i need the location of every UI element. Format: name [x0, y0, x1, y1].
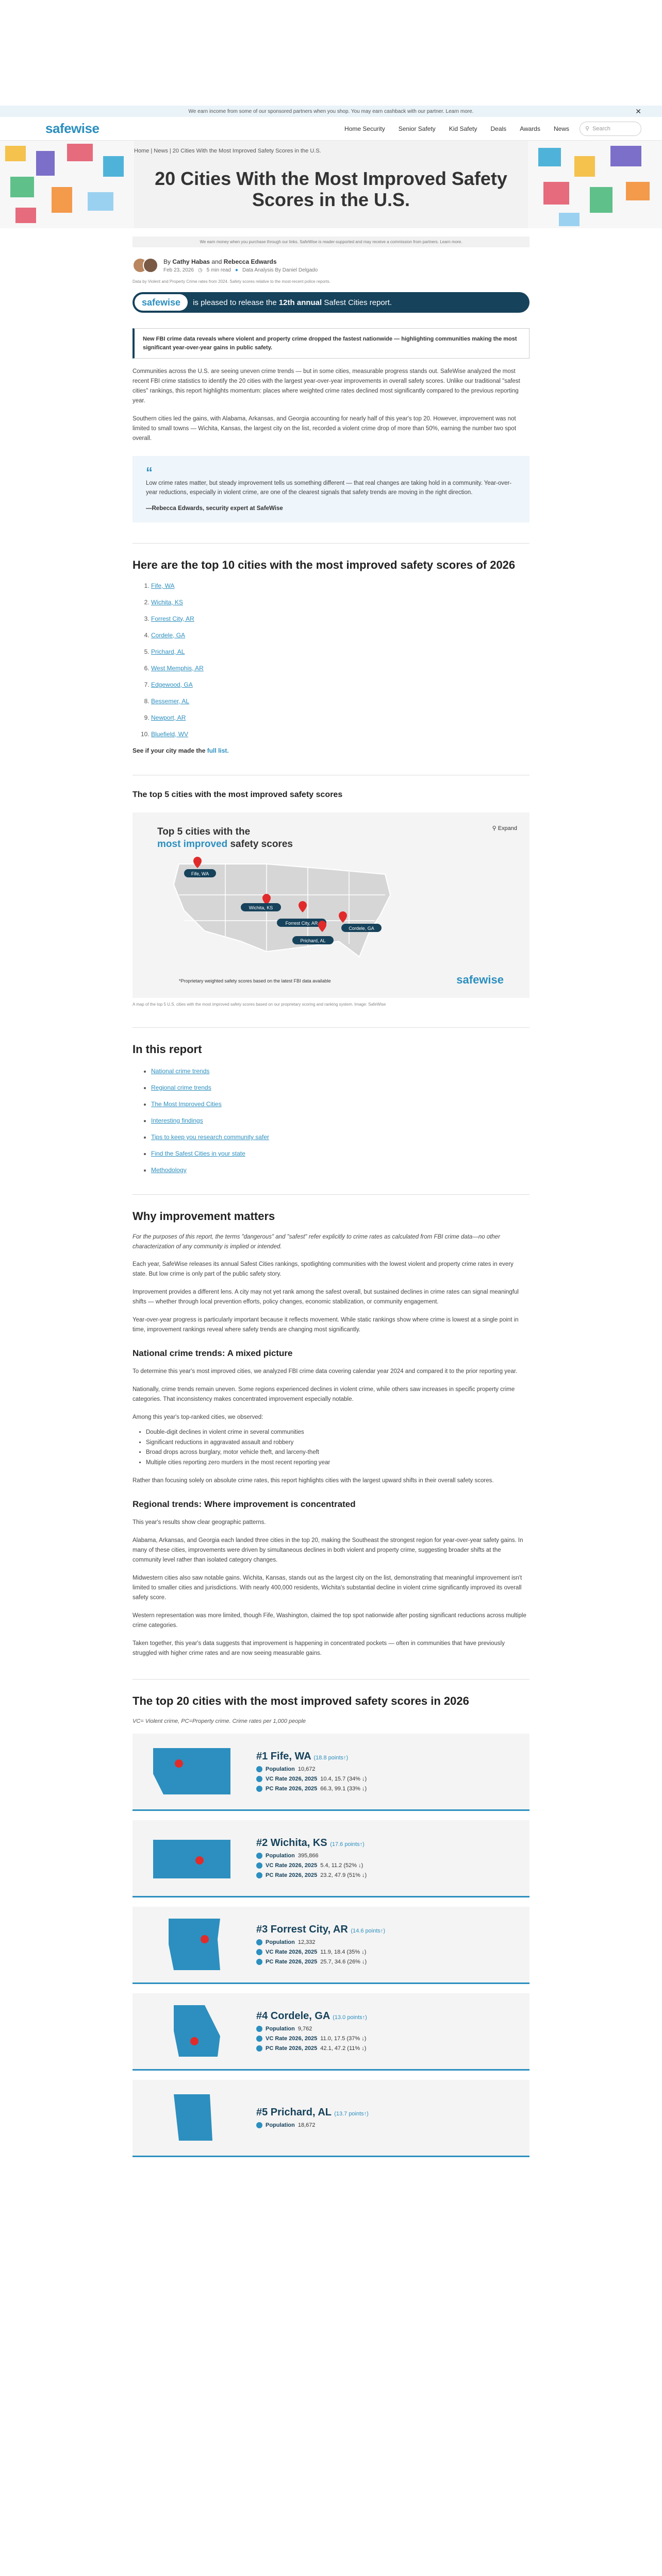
author-link-2[interactable]: Rebecca Edwards — [223, 258, 277, 265]
nav-link-kid-safety[interactable]: Kid Safety — [449, 125, 477, 132]
list-item — [151, 1117, 529, 1124]
state-shape-icon — [143, 1740, 241, 1802]
map-pin-label: Wichita, KS — [249, 905, 273, 911]
city-link[interactable]: Cordele, GA — [151, 631, 186, 639]
city-card — [133, 2080, 529, 2157]
violent-crime-icon — [256, 2036, 262, 2042]
map-caption: A map of the top 5 U.S. cities with the most improved safety scores based on our proprietary scoring and ranking system. Image: SafeWise — [133, 1002, 386, 1007]
map-heading: The top 5 cities with the most improved safety scores — [133, 790, 343, 799]
list-item — [151, 599, 529, 606]
population-label: Population — [266, 1853, 295, 1859]
list-item: • Multiple cities reporting zero murders in the most recent reporting year — [146, 1458, 529, 1468]
vc-value: 10.4, 15.7 (34% ↓) — [320, 1776, 367, 1783]
publish-date: Feb 23, 2026 — [163, 267, 194, 273]
national-paragraph: To determine this year's most improved cities, we analyzed FBI crime data covering calendar year 2024 and compared it to the prior reporting year. — [133, 1368, 518, 1375]
search-icon: ⚲ — [585, 126, 590, 132]
list-item — [151, 632, 529, 639]
national-heading: National crime trends: A mixed picture — [133, 1348, 293, 1359]
population-value: 18,672 — [297, 2122, 316, 2129]
map-footnote: *Proprietary weighted safety scores based on the latest FBI data available — [179, 978, 331, 984]
definitions-note: For the purposes of this report, the terms "dangerous" and "safest" refer explicitly to crime rates as calculated from FBI crime data—no other characterization of any community is implied or intended. — [133, 1233, 501, 1250]
list-item: • Significant reductions in aggravated assault and robbery — [146, 1438, 529, 1448]
city-rank-title — [256, 1924, 385, 1936]
hero-illustration-right — [528, 141, 662, 228]
hero-illustration-left — [0, 141, 134, 228]
banner-logo: safewise — [135, 294, 188, 311]
toc-link[interactable]: Methodology — [151, 1166, 187, 1174]
violent-crime-icon — [256, 1862, 262, 1869]
quote-text: Low crime rates matter, but steady improvement tells us something different — that real changes are taking hold in a community. Year-over-year reductions, especially in violent crime, are one of the clearest signals that safety trends are moving in the right direction. — [146, 480, 512, 496]
city-rank-title — [256, 2107, 369, 2119]
vc-value: 11.0, 17.5 (37% ↓) — [320, 2036, 367, 2042]
population-label: Population — [266, 1766, 295, 1773]
list-item — [151, 1100, 529, 1108]
article-meta — [163, 267, 318, 273]
search-icon: ⚲ — [492, 825, 496, 832]
map-title — [157, 826, 293, 851]
data-note: Data by Violent and Property Crime rates from 2024. Safety scores relative to the most-recent police reports. — [133, 279, 331, 284]
state-shape-icon — [143, 2087, 241, 2148]
map-title-line2: safety scores — [230, 839, 293, 850]
city-rank: #1 Fife, WA — [256, 1751, 311, 1762]
map-pin-label: Fife, WA — [191, 871, 209, 877]
report-toc — [133, 1067, 529, 1174]
population-row — [256, 2122, 369, 2128]
national-paragraph: Rather than focusing solely on absolute crime rates, this report highlights cities with the largest upward shifts in their overall safety scores. — [133, 1478, 494, 1484]
regional-paragraph: Western representation was more limited, though Fife, Washington, claimed the top spot nationwide after posting significant reductions across multiple crime categories. — [133, 1613, 526, 1629]
map-pin-label: Prichard, AL — [300, 938, 326, 944]
people-icon — [256, 1939, 262, 1945]
population-row — [256, 2026, 367, 2032]
page-title: 20 Cities With the Most Improved Safety Scores in the U.S. — [155, 167, 507, 210]
list-item — [151, 582, 529, 589]
full-list-link[interactable]: full list. — [207, 747, 229, 754]
full-list-prompt — [133, 747, 529, 754]
population-value: 9,762 — [297, 2026, 312, 2032]
nav-link-home-security[interactable]: Home Security — [344, 125, 385, 132]
hero-center — [134, 141, 528, 228]
article — [133, 236, 529, 2157]
population-row — [256, 1766, 367, 1772]
population-label: Population — [266, 2122, 295, 2129]
blank-top-area — [0, 0, 662, 106]
city-card — [133, 1820, 529, 1897]
list-item — [151, 648, 529, 655]
pc-row — [256, 1959, 385, 1965]
close-icon[interactable]: ✕ — [635, 107, 641, 115]
pc-label: PC Rate 2026, 2025 — [266, 1872, 318, 1879]
search-input[interactable] — [580, 122, 641, 136]
list-item — [151, 698, 529, 705]
pc-value: 42.1, 47.2 (11% ↓) — [320, 2045, 367, 2052]
map-title-accent: most improved — [157, 839, 228, 850]
full-list-text: See if your city made the — [133, 747, 206, 754]
state-shape-icon — [143, 2000, 241, 2062]
city-link[interactable]: West Memphis, AR — [151, 664, 204, 672]
top5-map — [133, 812, 529, 998]
city-link[interactable]: Newport, AR — [151, 714, 186, 721]
regional-paragraph: This year's results show clear geographic patterns. — [133, 1519, 266, 1526]
city-link[interactable]: Edgewood, GA — [151, 681, 193, 688]
pc-label: PC Rate 2026, 2025 — [266, 2045, 318, 2052]
expand-label: Expand — [498, 825, 517, 832]
top20-heading: The top 20 cities with the most improved safety scores in 2026 — [133, 1694, 469, 1707]
population-label: Population — [266, 1939, 295, 1946]
state-shape-icon — [143, 1827, 241, 1889]
intro-paragraph: Communities across the U.S. are seeing uneven crime trends — but in some cities, measurable progress stands out. SafeWise analyzed the most recent FBI crime statistics to identify the 20 cities with the largest year-over-year improvements in overall safety scores. Unlike our traditional "safest cities" rankings, this report highlights momentum: places where weighted crime rates declined most significantly compared to the previous reporting year. — [133, 368, 520, 404]
toc-link[interactable]: National crime trends — [151, 1067, 210, 1075]
toc-link[interactable]: Interesting findings — [151, 1116, 203, 1124]
city-rank-title — [256, 1837, 367, 1849]
city-rank: #5 Prichard, AL — [256, 2107, 332, 2119]
logo[interactable]: safewise — [45, 121, 100, 136]
data-icon: ● — [235, 267, 238, 273]
city-link[interactable]: Prichard, AL — [151, 648, 185, 655]
report-heading: In this report — [133, 1043, 202, 1056]
city-rank-title — [256, 1751, 367, 1762]
population-row — [256, 1939, 385, 1945]
list-item: • Double-digit declines in violent crime in several communities — [146, 1428, 529, 1438]
search-placeholder: Search — [592, 125, 610, 132]
map-title-line1: Top 5 cities with the — [157, 826, 251, 838]
divider — [133, 1679, 529, 1680]
property-crime-icon — [256, 1959, 262, 1965]
national-paragraph: Among this year's top-ranked cities, we observed: — [133, 1414, 263, 1421]
people-icon — [256, 1766, 262, 1772]
vc-label: VC Rate 2026, 2025 — [266, 2036, 318, 2042]
pc-row — [256, 2045, 367, 2052]
nav-link-awards[interactable]: Awards — [520, 125, 540, 132]
list-item — [151, 714, 529, 721]
points-change: (14.6 points↑) — [351, 1928, 386, 1935]
population-value: 10,672 — [297, 1766, 316, 1773]
city-link[interactable]: Wichita, KS — [151, 598, 184, 606]
city-link[interactable]: Bessemer, AL — [151, 697, 190, 705]
regional-paragraph: Taken together, this year's data suggests that improvement is happening in concentrated pockets — often in communities that have previously struggled with higher crime rates and are now seeing measurable gains. — [133, 1640, 505, 1656]
nav-link-deals[interactable]: Deals — [490, 125, 507, 132]
pc-value: 23.2, 47.9 (51% ↓) — [320, 1872, 367, 1879]
city-rank: #3 Forrest City, AR — [256, 1924, 348, 1936]
pc-row — [256, 1786, 367, 1792]
pc-label: PC Rate 2026, 2025 — [266, 1786, 318, 1792]
banner-text-bold: 12th annual — [278, 298, 322, 307]
property-crime-icon — [256, 1872, 262, 1878]
top10-heading: Here are the top 10 cities with the most improved safety scores of 2026 — [133, 558, 516, 571]
quote-attribution: —Rebecca Edwards, security expert at SafeWise — [146, 505, 283, 512]
nav-links — [344, 125, 569, 132]
list-item — [151, 1084, 529, 1091]
divider — [133, 1194, 529, 1195]
why-paragraph: Improvement provides a different lens. A city may not yet rank among the safest overall, but sustained declines in crime rates can signal meaningful shifts — whether through local prevention efforts, policy changes, economic stabilization, or community engagement. — [133, 1289, 519, 1306]
author-link-1[interactable]: Cathy Habas — [172, 258, 210, 265]
city-rank: #2 Wichita, KS — [256, 1837, 327, 1849]
us-map — [163, 854, 411, 967]
findings-list — [133, 1428, 529, 1468]
intro-paragraph: Southern cities led the gains, with Alabama, Arkansas, and Georgia accounting for nearly half of this year's top 20. However, improvement was not limited to small towns — Wichita, Kansas, the largest city on the list, recorded a violent crime drop of more than 50%, earning the number two spot overall. — [133, 415, 517, 442]
city-link[interactable]: Bluefield, WV — [151, 730, 189, 738]
list-item — [151, 1133, 529, 1141]
why-paragraph: Year-over-year progress is particularly important because it reflects movement. While static rankings show where crime is lowest at a single point in time, improvement rankings reveal where safety trends are changing most significantly. — [133, 1317, 519, 1333]
regional-paragraph: Alabama, Arkansas, and Georgia each landed three cities in the top 20, making the Southeast the strongest region for year-over-year safety gains. In many of these cities, improvements were driven by simultaneous declines in both violent and property crime, suggesting broader shifts at the community level rather than isolated category changes. — [133, 1537, 523, 1564]
vc-label: VC Rate 2026, 2025 — [266, 1862, 318, 1869]
list-item: • Broad drops across burglary, motor vehicle theft, and larceny-theft — [146, 1448, 529, 1458]
data-analysis-credit: Data Analysis By Daniel Delgado — [242, 267, 318, 273]
points-change: (18.8 points↑) — [313, 1755, 349, 1761]
banner-text — [193, 298, 392, 307]
expand-button[interactable] — [492, 825, 517, 832]
map-logo: safewise — [456, 973, 504, 987]
state-shape-icon — [143, 1913, 241, 1975]
affiliate-disclosure: We earn money when you purchase through our links. SafeWise is reader-supported and may receive a commission from partners. Learn more. — [133, 236, 529, 247]
and-label: and — [211, 258, 222, 265]
why-paragraph: Each year, SafeWise releases its annual Safest Cities rankings, spotlighting communities with the lowest violent and property crime rates in every state. But low crime is only part of the public safety story. — [133, 1261, 514, 1278]
vc-value: 5.4, 11.2 (52% ↓) — [320, 1862, 363, 1869]
toc-link[interactable]: Regional crime trends — [151, 1083, 211, 1091]
promo-bar — [0, 106, 662, 117]
property-crime-icon — [256, 1786, 262, 1792]
vc-row — [256, 2036, 367, 2042]
clock-icon: ◷ — [197, 267, 203, 273]
population-value: 12,332 — [297, 1939, 316, 1946]
rate-legend: VC= Violent crime, PC=Property crime. Crime rates per 1,000 people — [133, 1718, 306, 1724]
release-banner — [133, 292, 529, 313]
read-time: 5 min read — [206, 267, 231, 273]
vc-row — [256, 1776, 367, 1782]
banner-text-pre: is pleased to release the — [193, 298, 277, 307]
list-item — [151, 731, 529, 738]
summary-callout: New FBI crime data reveals where violent and property crime dropped the fastest nationwide — highlighting communities making the most significant year-over-year gains in public safety. — [133, 328, 529, 359]
regional-paragraph: Midwestern cities also saw notable gains. Wichita, Kansas, stands out as the largest city on the list, demonstrating that meaningful improvement isn't limited to smaller cities and jurisdictions. With nearly 400,000 residents, Wichita's substantial decline in violent crime significantly improved its overall safety score. — [133, 1575, 522, 1601]
divider — [133, 1027, 529, 1028]
promo-text: We earn income from some of our sponsored partners when you shop. You may earn cashback with our partner. Learn more. — [188, 108, 474, 114]
list-item — [151, 681, 529, 688]
byline — [133, 258, 529, 273]
city-card — [133, 1993, 529, 2071]
list-item — [151, 1150, 529, 1157]
expert-quote — [133, 456, 529, 522]
nav-link-news[interactable]: News — [553, 125, 569, 132]
top10-list — [133, 582, 529, 738]
why-heading: Why improvement matters — [133, 1209, 275, 1223]
vc-row — [256, 1949, 385, 1955]
list-item — [151, 1166, 529, 1174]
toc-link[interactable]: The Most Improved Cities — [151, 1100, 222, 1108]
list-item — [151, 665, 529, 672]
toc-link[interactable]: Tips to keep you research community safer — [151, 1133, 269, 1141]
list-item — [151, 615, 529, 622]
points-change: (13.7 points↑) — [334, 2111, 369, 2117]
banner-text-post: Safest Cities report. — [324, 298, 392, 307]
vc-row — [256, 1862, 367, 1869]
national-paragraph: Nationally, crime trends remain uneven. Some regions experienced declines in violent crime, while others saw increases in specific property crime categories. That inconsistency makes concentrated improvement especially notable. — [133, 1386, 515, 1403]
by-label: By — [163, 258, 171, 265]
pc-value: 25.7, 34.6 (26% ↓) — [320, 1959, 367, 1965]
regional-heading: Regional trends: Where improvement is concentrated — [133, 1499, 356, 1510]
divider — [133, 543, 529, 544]
pc-label: PC Rate 2026, 2025 — [266, 1959, 318, 1965]
pc-value: 66.3, 99.1 (33% ↓) — [320, 1786, 367, 1792]
city-rank-title — [256, 2010, 367, 2022]
population-row — [256, 1853, 367, 1859]
map-pin-label: Forrest City, AR — [285, 921, 318, 926]
city-card — [133, 1734, 529, 1811]
people-icon — [256, 2122, 262, 2128]
toc-link[interactable]: Find the Safest Cities in your state — [151, 1149, 245, 1157]
authors — [163, 258, 318, 265]
city-link[interactable]: Forrest City, AR — [151, 615, 194, 622]
population-label: Population — [266, 2026, 295, 2032]
population-value: 395,866 — [297, 1853, 319, 1859]
avatar — [143, 258, 158, 273]
list-item — [151, 1067, 529, 1075]
vc-label: VC Rate 2026, 2025 — [266, 1949, 318, 1956]
violent-crime-icon — [256, 1949, 262, 1955]
city-link[interactable]: Fife, WA — [151, 582, 175, 589]
nav-link-senior-safety[interactable]: Senior Safety — [398, 125, 436, 132]
top-nav — [0, 117, 662, 141]
map-pin-label: Cordele, GA — [349, 926, 374, 931]
property-crime-icon — [256, 2045, 262, 2052]
pc-row — [256, 1872, 367, 1878]
city-rank: #4 Cordele, GA — [256, 2010, 330, 2022]
city-card — [133, 1907, 529, 1984]
breadcrumb[interactable]: Home | News | 20 Cities With the Most Improved Safety Scores in the U.S. — [134, 148, 321, 154]
quote-icon: “ — [146, 464, 153, 480]
people-icon — [256, 2026, 262, 2032]
points-change: (17.6 points↑) — [330, 1841, 365, 1848]
author-avatars — [133, 258, 158, 273]
vc-label: VC Rate 2026, 2025 — [266, 1776, 318, 1783]
people-icon — [256, 1853, 262, 1859]
vc-value: 11.9, 18.4 (35% ↓) — [320, 1949, 367, 1956]
points-change: (13.0 points↑) — [333, 2014, 367, 2021]
violent-crime-icon — [256, 1776, 262, 1782]
hero — [0, 141, 662, 228]
